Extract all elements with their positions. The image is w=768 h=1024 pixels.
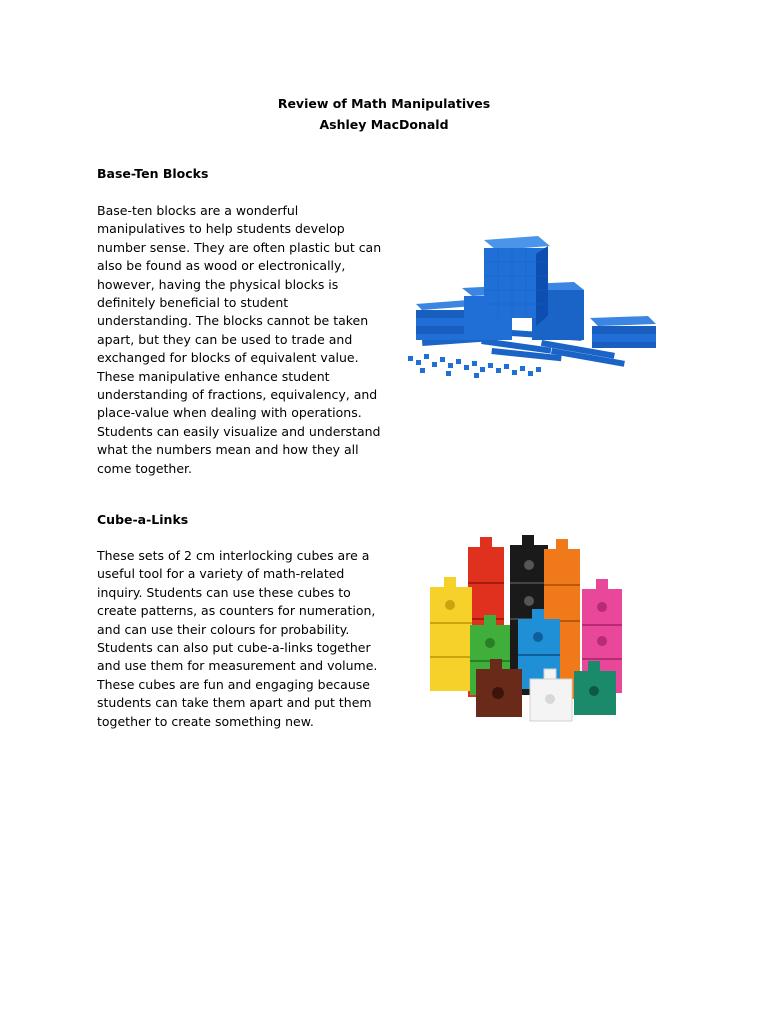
paragraph-line: manipulatives to help students develop <box>97 221 345 237</box>
paragraph-line: Students can easily visualize and understand <box>97 423 381 439</box>
section-body-cube-a-links <box>97 547 382 731</box>
base-ten-blocks-image <box>402 232 664 382</box>
paragraph-line: also be found as wood or electronically, <box>97 258 346 274</box>
document-author: Ashley MacDonald <box>319 117 449 132</box>
paragraph-line: create patterns, as counters for numeration, <box>97 603 376 619</box>
paragraph-line: Base-ten blocks are a wonderful <box>97 203 299 218</box>
paragraph-line: These cubes are fun and engaging because <box>97 676 370 692</box>
paragraph-line: and use them for measurement and volume. <box>97 658 378 674</box>
paragraph-line: These manipulative enhance student <box>97 368 330 384</box>
section-body-base-ten <box>97 202 382 478</box>
paragraph-line: students can take them apart and put them <box>97 695 372 711</box>
paragraph-line: definitely beneficial to student <box>97 295 289 311</box>
paragraph-line: however, having the physical blocks is <box>97 276 339 292</box>
paragraph-line: what the numbers mean and how they all <box>97 442 359 458</box>
paragraph-line: Students can also put cube-a-links together <box>97 640 371 656</box>
paragraph-line: come together. <box>97 460 193 476</box>
paragraph-line: place-value when dealing with operations. <box>97 405 362 421</box>
paragraph-line: apart, but they can be used to trade and <box>97 331 353 347</box>
interlocking-cubes-image <box>426 535 632 725</box>
paragraph-line: number sense. They are often plastic but can <box>97 239 382 255</box>
paragraph-line: useful tool for a variety of math-related <box>97 566 345 582</box>
section-heading-cube-a-links: Cube-a-Links <box>97 512 189 527</box>
document-title: Review of Math Manipulatives <box>277 96 491 111</box>
paragraph-line: inquiry. Students can use these cubes to <box>97 584 351 600</box>
paragraph-line: understanding. The blocks cannot be taken <box>97 313 369 329</box>
paragraph-line: exchanged for blocks of equivalent value. <box>97 350 359 366</box>
paragraph-line: understanding of fractions, equivalency, and <box>97 387 378 403</box>
paragraph-line: together to create something new. <box>97 713 314 729</box>
paragraph-line: These sets of 2 cm interlocking cubes are a <box>97 548 370 563</box>
paragraph-line: and can use their colours for probability. <box>97 621 350 637</box>
section-heading-base-ten: Base-Ten Blocks <box>97 166 209 181</box>
